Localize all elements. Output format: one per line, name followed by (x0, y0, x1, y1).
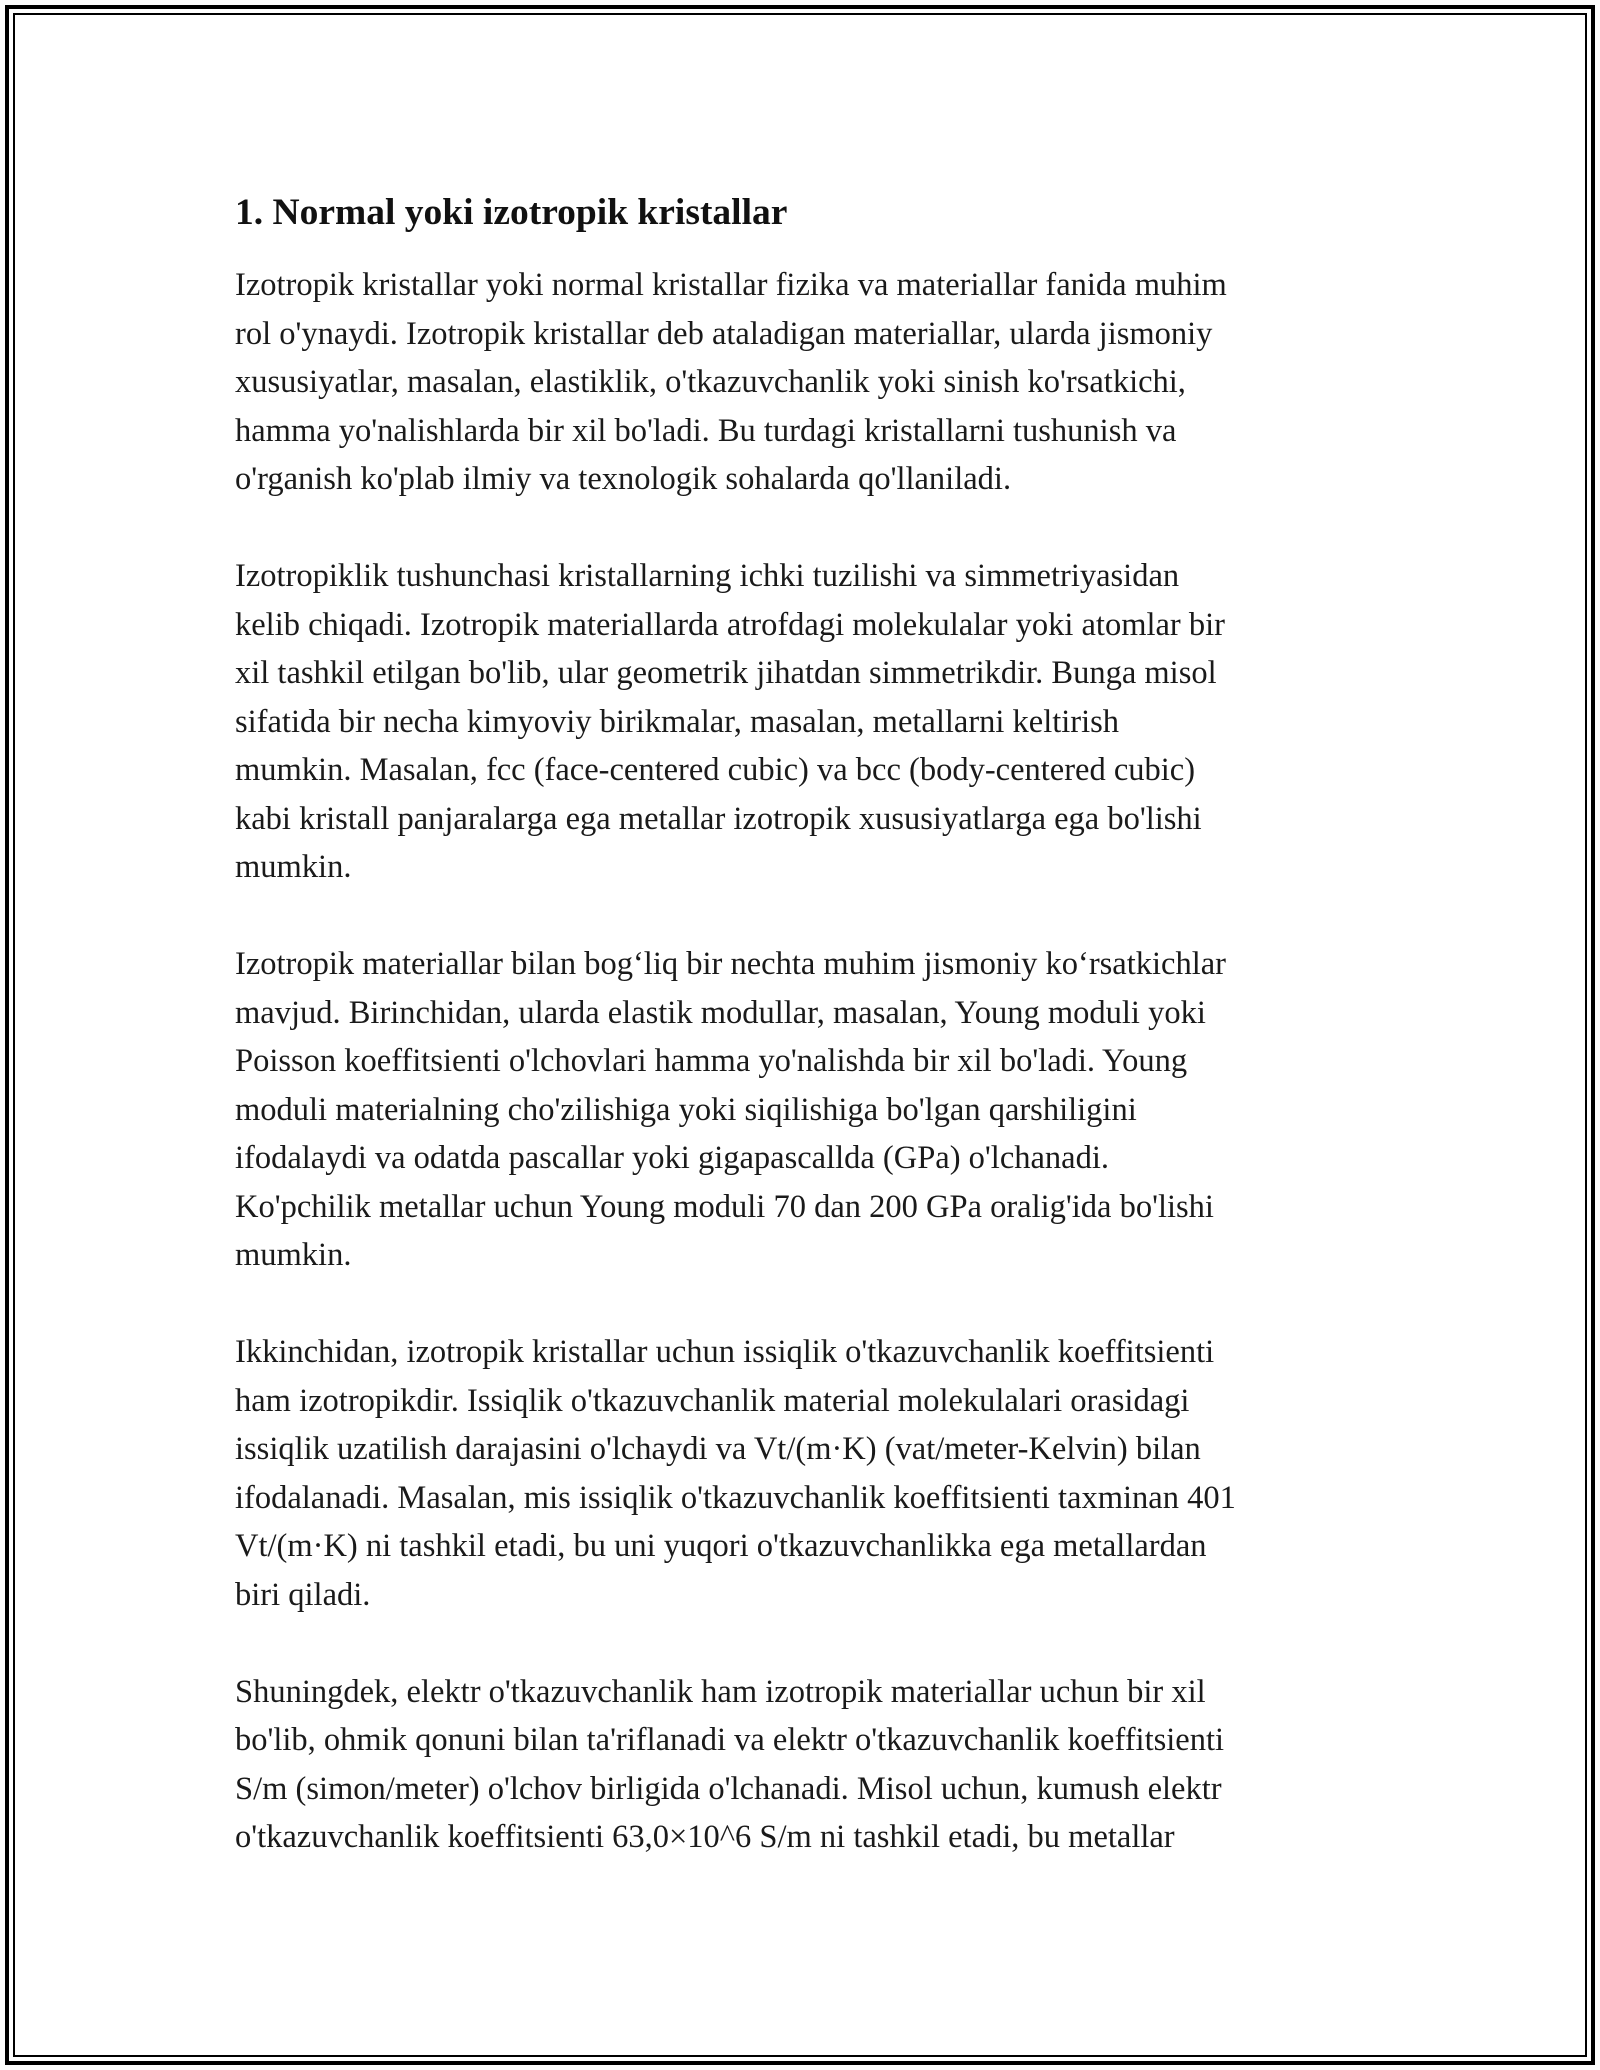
text-line: mumkin. (235, 1237, 352, 1273)
text-line: Ikkinchidan, izotropik kristallar uchun issiqlik o'tkazuvchanlik koeffitsienti (235, 1334, 1215, 1370)
text-line: bo'lib, ohmik qonuni bilan ta'riflanadi va elektr o'tkazuvchanlik koeffitsienti (235, 1722, 1225, 1758)
text-line: ham izotropikdir. Issiqlik o'tkazuvchanlik material molekulalari orasidagi (235, 1382, 1190, 1419)
page-title: 1. Normal yoki izotropik kristallar (235, 192, 788, 233)
text-line: Izotropiklik tushunchasi kristallarning ichki tuzilishi va simmetriyasidan (235, 558, 1180, 594)
text-line: rol o'ynaydi. Izotropik kristallar deb ataladigan materiallar, ularda jismoniy (235, 315, 1213, 352)
document-body (235, 185, 1385, 1910)
text-line: moduli materialning cho'zilishiga yoki siqilishiga bo'lgan qarshiligini (235, 1091, 1137, 1128)
text-line: Shuningdek, elektr o'tkazuvchanlik ham izotropik materiallar uchun bir xil (235, 1673, 1206, 1710)
text-line: Ko'pchilik metallar uchun Young moduli 70 dan 200 GPa oralig'ida bo'lishi (235, 1188, 1214, 1225)
text-line: mumkin. Masalan, fcc (face-centered cubic) va bcc (body-centered cubic) (235, 752, 1196, 788)
text-line: sifatida bir necha kimyoviy birikmalar, masalan, metallarni keltirish (235, 703, 1120, 740)
text-line: kabi kristall panjaralarga ega metallar izotropik xususiyatlarga ega bo'lishi (235, 800, 1202, 837)
text-line: xil tashkil etilgan bo'lib, ular geometrik jihatdan simmetrikdir. Bunga misol (235, 655, 1217, 691)
text-line: ifodalanadi. Masalan, mis issiqlik o'tkazuvchanlik koeffitsienti taxminan 401 (235, 1479, 1236, 1516)
text-line: mavjud. Birinchidan, ularda elastik modullar, masalan, Young moduli yoki (235, 994, 1206, 1031)
text-line: Izotropik materiallar bilan bog‘liq bir nechta muhim jismoniy ko‘rsatkichlar (235, 946, 1226, 982)
text-line: biri qiladi. (235, 1576, 371, 1613)
text-line: o'rganish ko'plab ilmiy va texnologik sohalarda qo'llaniladi. (235, 461, 1012, 497)
text-line: Vt/(m·K) ni tashkil etadi, bu uni yuqori o'tkazuvchanlikka ega metallardan (235, 1528, 1207, 1564)
paragraph (235, 1668, 1385, 1862)
text-line: xususiyatlar, masalan, elastiklik, o'tkazuvchanlik yoki sinish ko'rsatkichi, (235, 364, 1186, 400)
text-line: o'tkazuvchanlik koeffitsienti 63,0×10^6 S/m ni tashkil etadi, bu metallar (235, 1819, 1175, 1855)
paragraph (235, 940, 1385, 1280)
paragraph (235, 552, 1385, 892)
text-line: kelib chiqadi. Izotropik materiallarda atrofdagi molekulalar yoki atomlar bir (235, 606, 1225, 643)
text-line: ifodalaydi va odatda pascallar yoki gigapascallda (GPa) o'lchanadi. (235, 1140, 1109, 1176)
text-line: Poisson koeffitsienti o'lchovlari hamma yo'nalishda bir xil bo'ladi. Young (235, 1043, 1188, 1079)
text-line: hamma yo'nalishlarda bir xil bo'ladi. Bu turdagi kristallarni tushunish va (235, 412, 1177, 449)
paragraph (235, 261, 1385, 504)
text-line: mumkin. (235, 849, 352, 885)
text-line: Izotropik kristallar yoki normal kristallar fizika va materiallar fanida muhim (235, 267, 1227, 303)
paragraph (235, 1328, 1385, 1619)
text-line: S/m (simon/meter) o'lchov birligida o'lchanadi. Misol uchun, kumush elektr (235, 1770, 1222, 1807)
text-line: issiqlik uzatilish darajasini o'lchaydi va Vt/(m·K) (vat/meter-Kelvin) bilan (235, 1431, 1201, 1467)
